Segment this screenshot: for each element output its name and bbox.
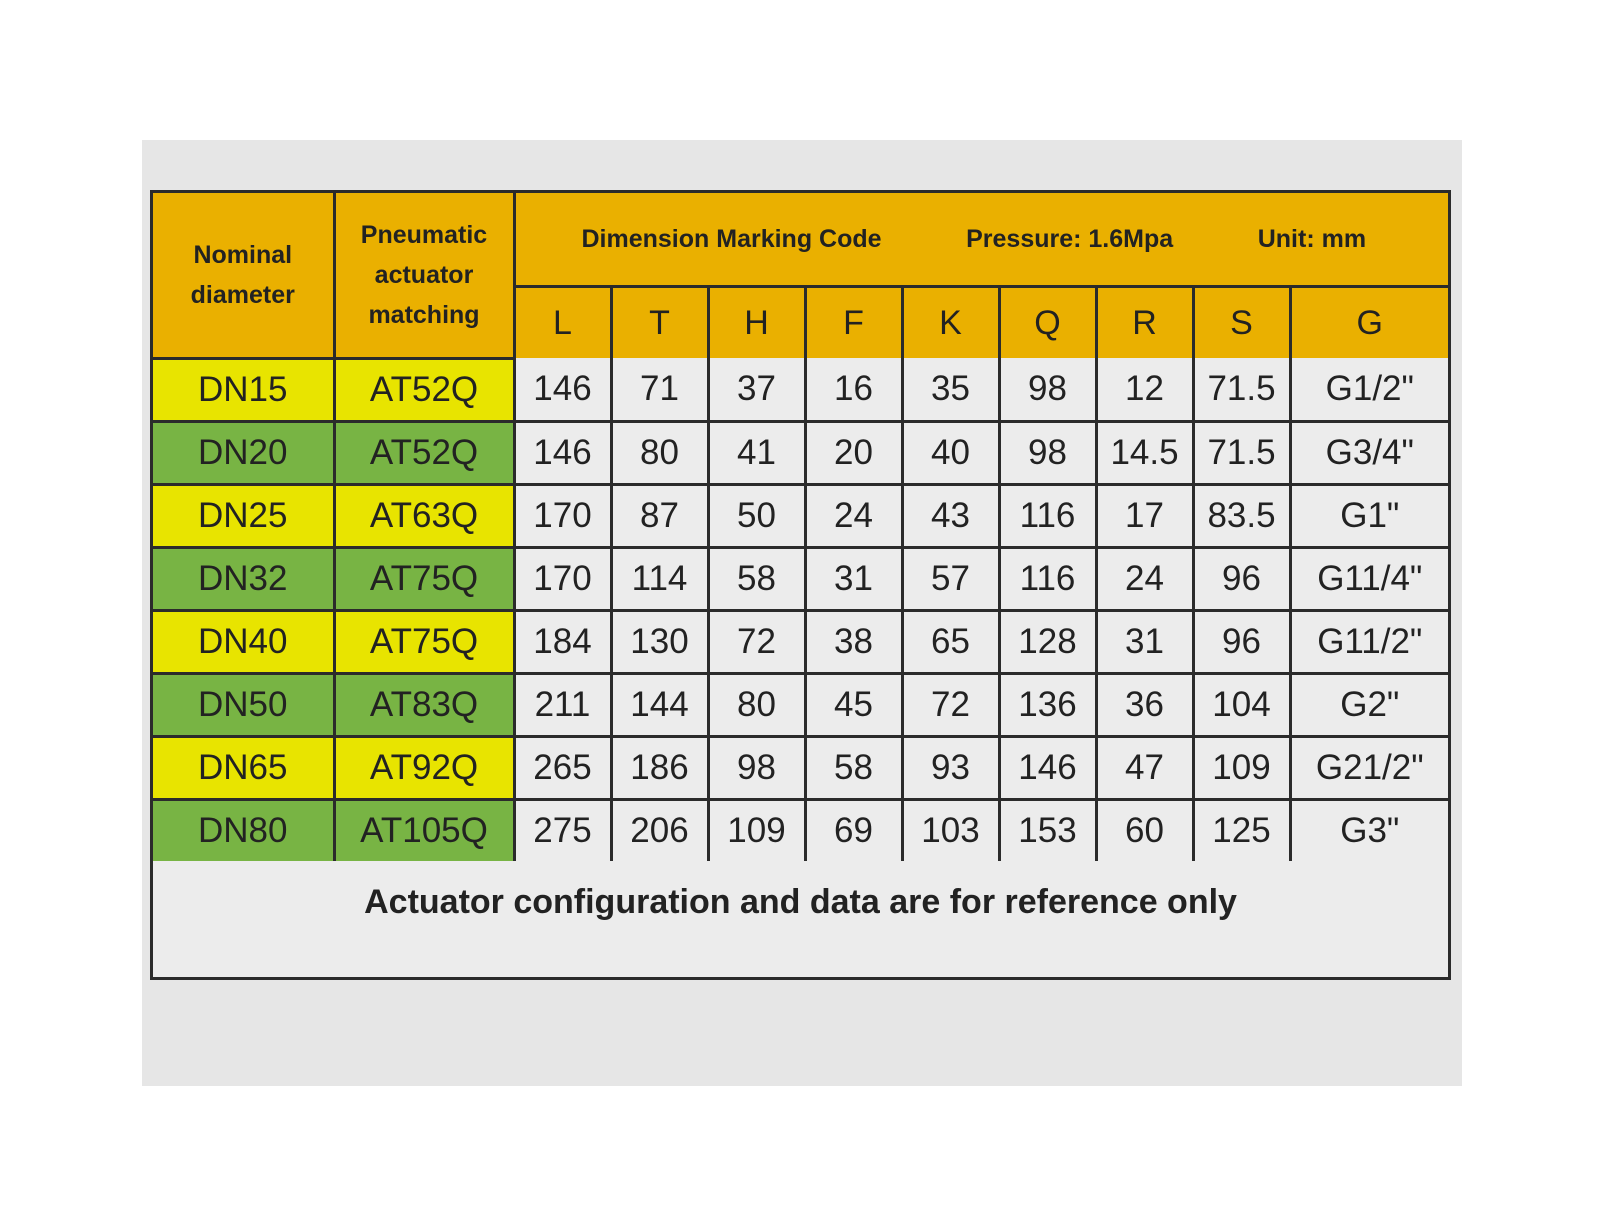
- dimension-cell-l: 275: [514, 799, 611, 861]
- dimension-cell-f: 38: [805, 610, 902, 673]
- table-row: [153, 799, 1448, 861]
- nominal-diameter-cell: DN20: [153, 421, 334, 484]
- dimension-cell-q: 98: [999, 421, 1096, 484]
- dimension-cell-t: 87: [611, 484, 708, 547]
- dimension-cell-l: 170: [514, 484, 611, 547]
- dimension-cell-s: 96: [1193, 610, 1290, 673]
- dimension-cell-t: 186: [611, 736, 708, 799]
- dimension-cell-r: 36: [1096, 673, 1193, 736]
- dimension-cell-l: 170: [514, 547, 611, 610]
- table-row: [153, 547, 1448, 610]
- dimension-cell-t: 80: [611, 421, 708, 484]
- dimension-cell-k: 57: [902, 547, 999, 610]
- dimension-cell-r: 17: [1096, 484, 1193, 547]
- dimension-cell-q: 153: [999, 799, 1096, 861]
- dimension-cell-s: 104: [1193, 673, 1290, 736]
- dimension-cell-q: 128: [999, 610, 1096, 673]
- dimension-cell-s: 96: [1193, 547, 1290, 610]
- dimension-cell-g: G3": [1290, 799, 1448, 861]
- dimension-cell-k: 40: [902, 421, 999, 484]
- dimension-cell-l: 265: [514, 736, 611, 799]
- header-meta-row: [514, 193, 1448, 287]
- dimension-cell-h: 37: [708, 358, 805, 421]
- column-header-s: S: [1193, 287, 1290, 359]
- actuator-cell: AT52Q: [334, 358, 514, 421]
- dimension-cell-k: 93: [902, 736, 999, 799]
- dimension-cell-f: 45: [805, 673, 902, 736]
- dimension-cell-k: 43: [902, 484, 999, 547]
- dimension-cell-f: 20: [805, 421, 902, 484]
- dimension-cell-s: 71.5: [1193, 421, 1290, 484]
- dimension-cell-g: G1": [1290, 484, 1448, 547]
- nominal-diameter-cell: DN32: [153, 547, 334, 610]
- table-row: [153, 484, 1448, 547]
- dimension-cell-l: 146: [514, 421, 611, 484]
- dimension-cell-k: 35: [902, 358, 999, 421]
- dimension-cell-h: 98: [708, 736, 805, 799]
- dimension-cell-k: 72: [902, 673, 999, 736]
- dimension-cell-s: 109: [1193, 736, 1290, 799]
- dimension-table-sheet: [150, 190, 1451, 980]
- dimension-cell-r: 24: [1096, 547, 1193, 610]
- nominal-diameter-cell: DN40: [153, 610, 334, 673]
- dimension-cell-t: 144: [611, 673, 708, 736]
- column-header-f: F: [805, 287, 902, 359]
- actuator-cell: AT92Q: [334, 736, 514, 799]
- dimension-cell-q: 116: [999, 484, 1096, 547]
- actuator-cell: AT83Q: [334, 673, 514, 736]
- dimension-cell-f: 24: [805, 484, 902, 547]
- nominal-diameter-cell: DN80: [153, 799, 334, 861]
- table-row: [153, 421, 1448, 484]
- header-nominal-diameter: Nominal diameter: [153, 193, 334, 358]
- dimension-cell-h: 50: [708, 484, 805, 547]
- column-header-t: T: [611, 287, 708, 359]
- dimension-cell-r: 31: [1096, 610, 1193, 673]
- column-header-k: K: [902, 287, 999, 359]
- table-row: [153, 673, 1448, 736]
- actuator-cell: AT75Q: [334, 547, 514, 610]
- dimension-marking-code: Dimension Marking Code: [581, 225, 882, 253]
- dimension-cell-q: 136: [999, 673, 1096, 736]
- dimension-cell-r: 14.5: [1096, 421, 1193, 484]
- column-header-h: H: [708, 287, 805, 359]
- dimension-cell-h: 41: [708, 421, 805, 484]
- reference-note: Actuator configuration and data are for reference only: [153, 861, 1448, 945]
- dimension-cell-t: 206: [611, 799, 708, 861]
- dimension-cell-g: G11/2": [1290, 610, 1448, 673]
- table-row: [153, 736, 1448, 799]
- pressure-label: Pressure: 1.6Mpa: [966, 225, 1174, 253]
- table-row: [153, 358, 1448, 421]
- table-row: [153, 610, 1448, 673]
- dimension-cell-t: 114: [611, 547, 708, 610]
- dimension-cell-l: 146: [514, 358, 611, 421]
- header-pneumatic-actuator: Pneumatic actuator matching: [334, 193, 514, 358]
- dimension-cell-q: 146: [999, 736, 1096, 799]
- actuator-cell: AT105Q: [334, 799, 514, 861]
- dimension-cell-q: 98: [999, 358, 1096, 421]
- dimension-cell-t: 130: [611, 610, 708, 673]
- dimension-cell-g: G21/2": [1290, 736, 1448, 799]
- dimension-cell-k: 103: [902, 799, 999, 861]
- dimension-cell-g: G1/2": [1290, 358, 1448, 421]
- dimension-cell-h: 72: [708, 610, 805, 673]
- dimension-cell-r: 60: [1096, 799, 1193, 861]
- column-header-q: Q: [999, 287, 1096, 359]
- nominal-diameter-cell: DN25: [153, 484, 334, 547]
- actuator-cell: AT75Q: [334, 610, 514, 673]
- nominal-diameter-cell: DN65: [153, 736, 334, 799]
- actuator-cell: AT63Q: [334, 484, 514, 547]
- dimension-cell-l: 211: [514, 673, 611, 736]
- unit-label: Unit: mm: [1257, 225, 1367, 253]
- column-header-r: R: [1096, 287, 1193, 359]
- dimension-cell-t: 71: [611, 358, 708, 421]
- dimension-cell-l: 184: [514, 610, 611, 673]
- dimension-cell-k: 65: [902, 610, 999, 673]
- dimension-cell-s: 83.5: [1193, 484, 1290, 547]
- dimension-table: [153, 193, 1448, 945]
- dimension-cell-f: 58: [805, 736, 902, 799]
- actuator-cell: AT52Q: [334, 421, 514, 484]
- dimension-cell-g: G2": [1290, 673, 1448, 736]
- nominal-diameter-cell: DN50: [153, 673, 334, 736]
- dimension-cell-g: G3/4": [1290, 421, 1448, 484]
- dimension-cell-h: 58: [708, 547, 805, 610]
- dimension-cell-h: 109: [708, 799, 805, 861]
- column-header-g: G: [1290, 287, 1448, 359]
- dimension-cell-r: 47: [1096, 736, 1193, 799]
- dimension-cell-h: 80: [708, 673, 805, 736]
- nominal-diameter-cell: DN15: [153, 358, 334, 421]
- dimension-cell-f: 16: [805, 358, 902, 421]
- dimension-cell-f: 31: [805, 547, 902, 610]
- dimension-cell-q: 116: [999, 547, 1096, 610]
- dimension-cell-s: 125: [1193, 799, 1290, 861]
- dimension-cell-s: 71.5: [1193, 358, 1290, 421]
- dimension-cell-g: G11/4": [1290, 547, 1448, 610]
- column-header-l: L: [514, 287, 611, 359]
- dimension-cell-f: 69: [805, 799, 902, 861]
- dimension-cell-r: 12: [1096, 358, 1193, 421]
